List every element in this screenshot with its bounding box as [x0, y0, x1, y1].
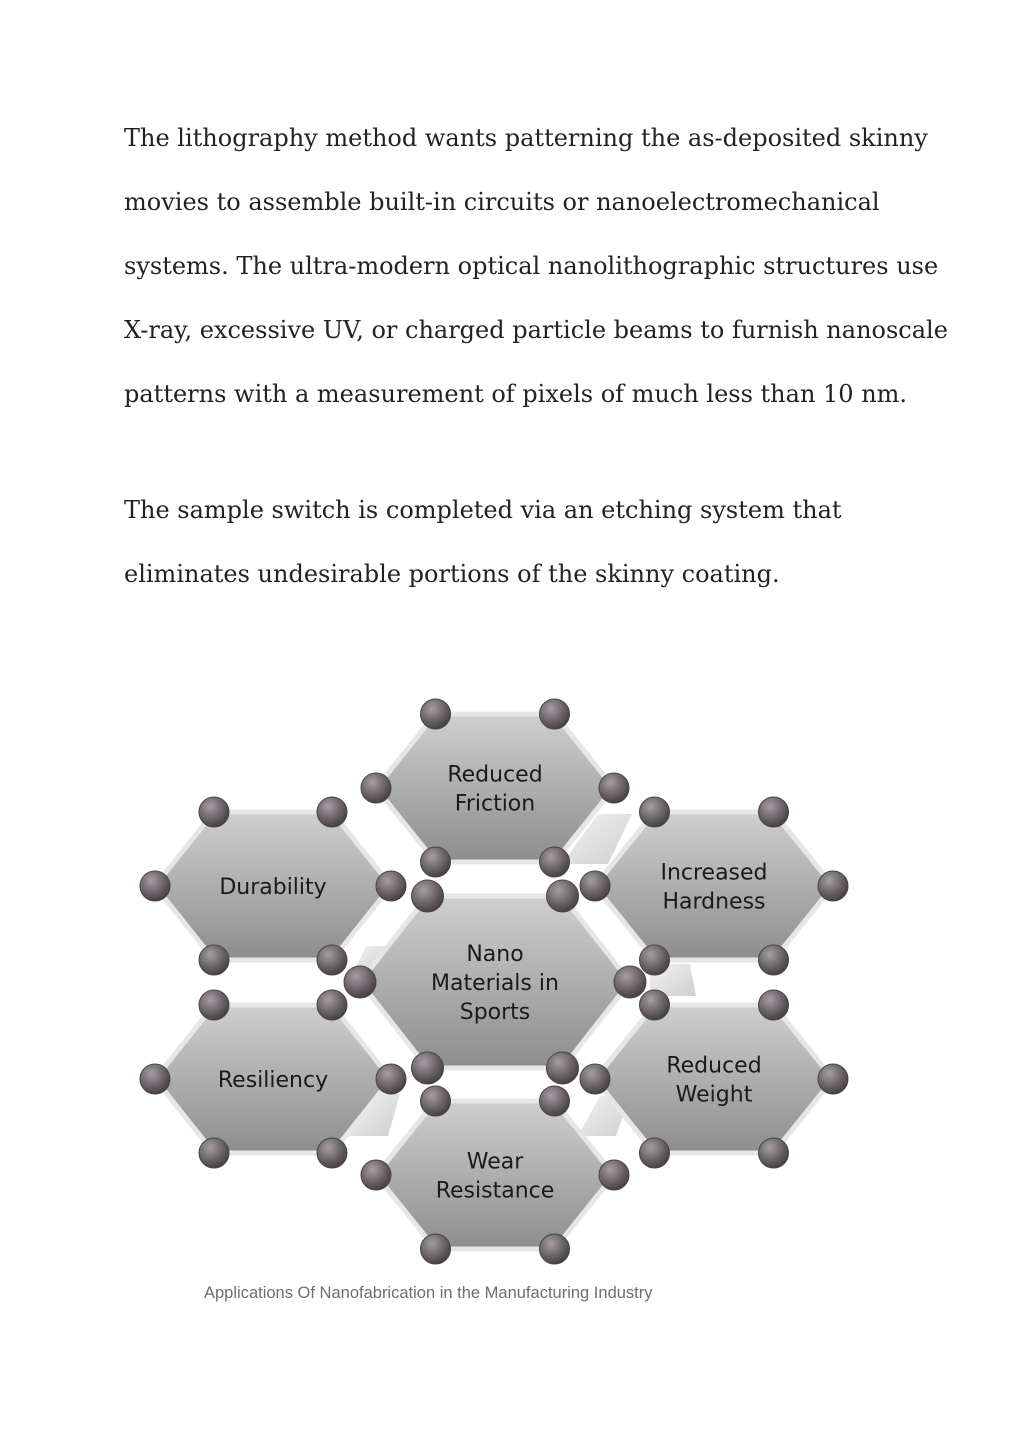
vertex-knob [580, 1064, 610, 1094]
vertex-knob [361, 773, 391, 803]
hexagon-shape [595, 1005, 833, 1153]
vertex-knob [640, 797, 670, 827]
vertex-knob [421, 699, 451, 729]
vertex-knob [640, 1138, 670, 1168]
hexagon-label: Increased [660, 860, 768, 886]
vertex-knob [317, 1138, 347, 1168]
hexagon-label: Wear [466, 1149, 524, 1175]
vertex-knob [599, 1160, 629, 1190]
vertex-knob [421, 1086, 451, 1116]
hexagon-label: Sports [459, 1000, 531, 1025]
vertex-knob [361, 1160, 391, 1190]
vertex-knob [580, 871, 610, 901]
vertex-knob [759, 945, 789, 975]
vertex-knob [317, 990, 347, 1020]
vertex-knob [140, 1064, 170, 1094]
figure-caption: Applications Of Nanofabrication in the Manufacturing Industry [204, 1284, 653, 1302]
vertex-knob [640, 990, 670, 1020]
vertex-knob [376, 871, 406, 901]
vertex-knob [540, 1086, 570, 1116]
text-line: X-ray, excessive UV, or charged particle beams to furnish nanoscale [124, 316, 948, 344]
vertex-knob [376, 1064, 406, 1094]
vertex-knob [640, 945, 670, 975]
hexagon-label: Durability [219, 875, 327, 900]
hexagon-label: Friction [454, 791, 536, 817]
text-line: The lithography method wants patterning the as-deposited skinny [124, 124, 928, 152]
hexagon-shape [595, 812, 833, 960]
vertex-knob [412, 880, 444, 912]
text-line: The sample switch is completed via an etching system that [124, 496, 842, 524]
text-line: patterns with a measurement of pixels of much less than 10 nm. [124, 380, 908, 408]
vertex-knob [547, 1052, 579, 1084]
hexagon-lower-right [580, 990, 848, 1168]
vertex-knob [599, 773, 629, 803]
vertex-knob [614, 966, 646, 998]
hexagon-label: Reduced [666, 1053, 762, 1079]
vertex-knob [759, 1138, 789, 1168]
hexagon-label: Nano [466, 942, 524, 967]
vertex-knob [540, 1234, 570, 1264]
hexagon-group [140, 699, 848, 1264]
hexagon-label: Reduced [447, 762, 543, 788]
text-line: movies to assemble built-in circuits or nanoelectromechanical [124, 188, 880, 216]
vertex-knob [759, 990, 789, 1020]
vertex-knob [759, 797, 789, 827]
hexagon-label: Materials in [431, 971, 559, 996]
paragraph-etching [124, 478, 924, 606]
hexagon-shape [376, 714, 614, 862]
hexagon-label: Hardness [662, 889, 766, 915]
vertex-knob [199, 797, 229, 827]
vertex-knob [547, 880, 579, 912]
vertex-knob [818, 871, 848, 901]
vertex-knob [540, 699, 570, 729]
hexagon-lower-left [140, 990, 406, 1168]
nano-materials-hexagon-diagram [130, 696, 860, 1276]
vertex-knob [540, 847, 570, 877]
vertex-knob [199, 1138, 229, 1168]
hexagon-center [344, 880, 646, 1084]
vertex-knob [421, 847, 451, 877]
vertex-knob [412, 1052, 444, 1084]
hexagon-label: Weight [675, 1082, 753, 1108]
vertex-knob [199, 990, 229, 1020]
hexagon-bottom [361, 1086, 629, 1264]
vertex-knob [344, 966, 376, 998]
vertex-knob [818, 1064, 848, 1094]
hexagon-shape [376, 1101, 614, 1249]
vertex-knob [421, 1234, 451, 1264]
vertex-knob [317, 945, 347, 975]
hexagon-label: Resiliency [217, 1068, 329, 1093]
text-line: eliminates undesirable portions of the skinny coating. [124, 560, 780, 588]
vertex-knob [199, 945, 229, 975]
vertex-knob [140, 871, 170, 901]
text-line: systems. The ultra-modern optical nanolithographic structures use [124, 252, 939, 280]
paragraph-lithography [124, 106, 948, 426]
vertex-knob [317, 797, 347, 827]
hexagon-label: Resistance [435, 1178, 555, 1204]
